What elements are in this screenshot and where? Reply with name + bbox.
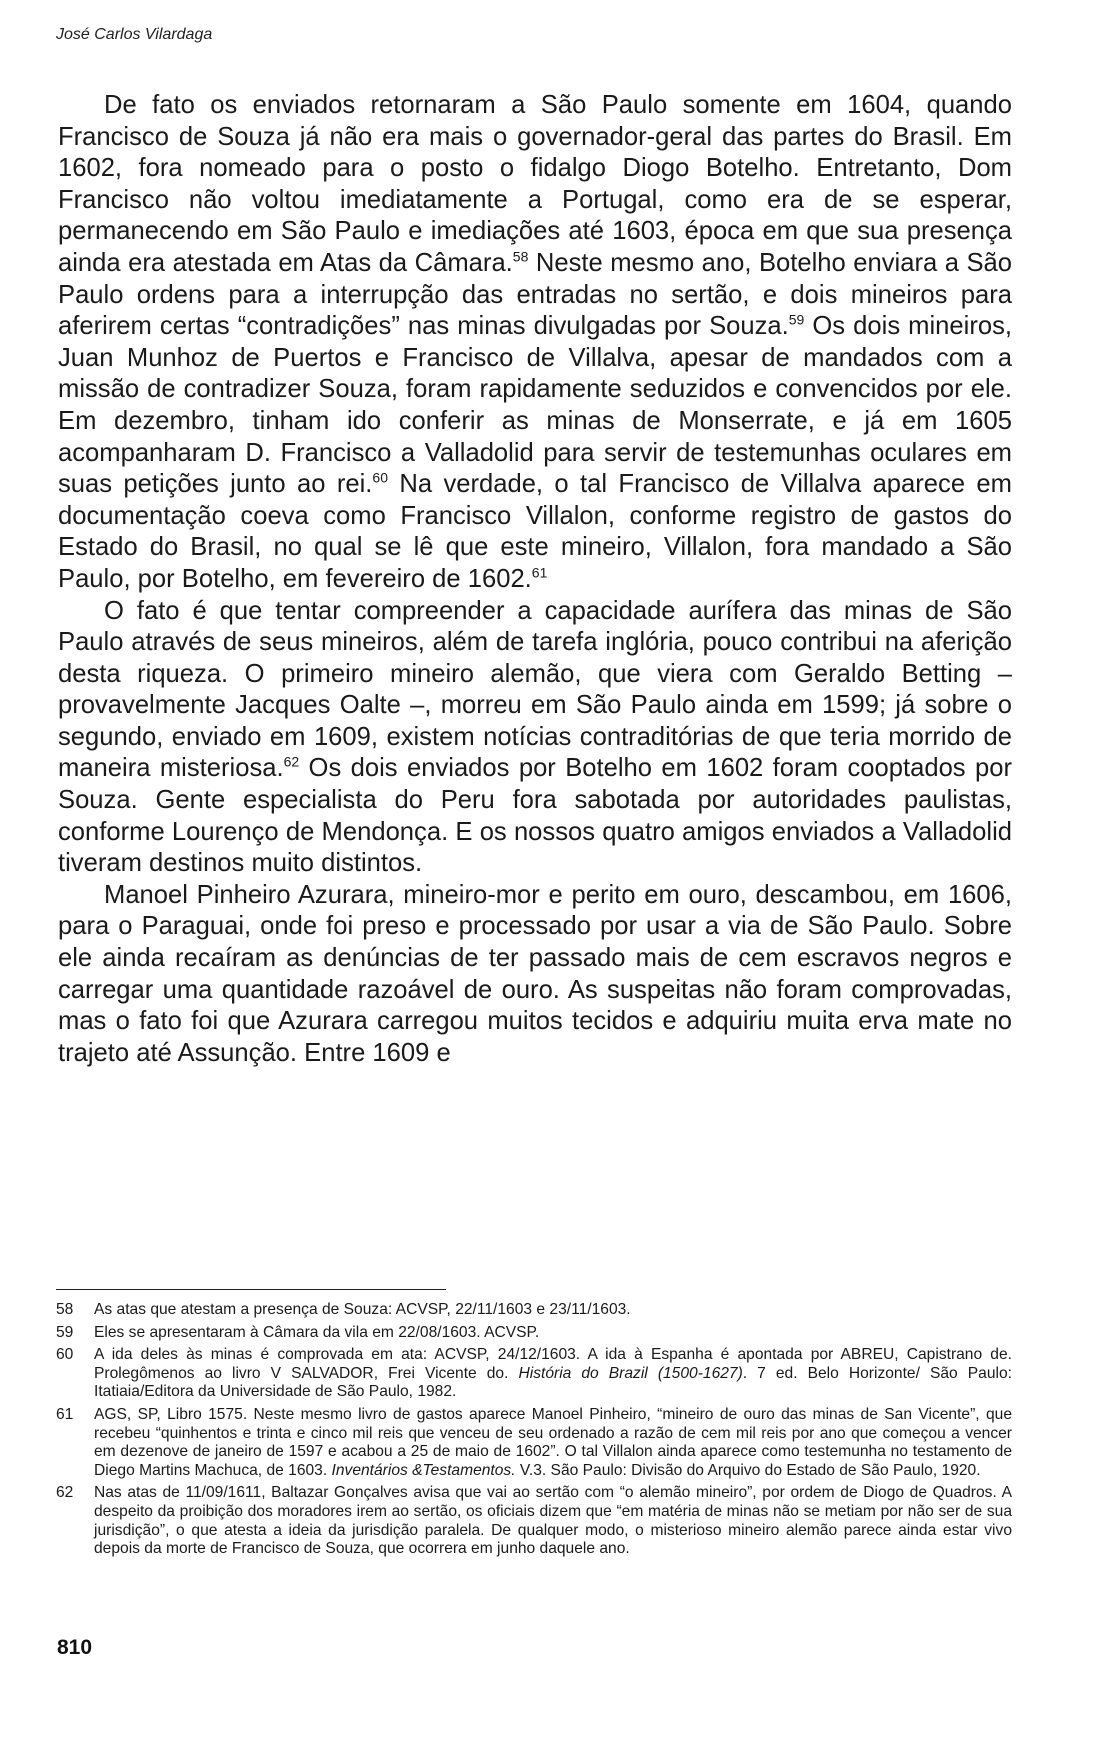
page-number: 810 bbox=[57, 1636, 93, 1659]
footnote bbox=[56, 1324, 1012, 1343]
footnote-separator-rule bbox=[56, 1289, 446, 1290]
footnote-text: Eles se apresentaram à Câmara da vila em 22/08/1603. ACVSP. bbox=[94, 1323, 540, 1341]
running-head-author: José Carlos Vilardaga bbox=[56, 26, 213, 43]
italic-title: Inventários &Testamentos. bbox=[331, 1461, 516, 1479]
footnote-ref: 59 bbox=[788, 311, 805, 328]
paragraph: Manoel Pinheiro Azurara, mineiro-mor e perito em ouro, descambou, em 1606, para o Paraguai, onde foi preso e processado por usar a via de São Paulo. Sobre ele ainda recaíram as denúncias de ter passado mais de cem escravos negros e carregar uma quantidade razoável de ouro. As suspeitas não foram comprovadas, mas o fato foi que Azurara carregou muitos tecidos e adquiriu muita erva mate no trajeto até Assunção. Entre 1609 e bbox=[58, 880, 1012, 1067]
footnote-text: A ida deles às minas é comprovada em ata: ACVSP, 24/12/1603. A ida à Espanha é apontada por ABREU, Capistrano de. Prolegômenos ao livro V SALVADOR, Frei Vicente do. História do Brazil (1500-1627). 7 ed. Belo Horizonte/ São Paulo: Itatiaia/Editora da Universidade de São Paulo, 1982. bbox=[94, 1346, 1012, 1401]
footnote-number: 60 bbox=[56, 1346, 74, 1364]
footnote-number: 59 bbox=[56, 1323, 74, 1341]
footnote-text: As atas que atestam a presença de Souza: ACVSP, 22/11/1603 e 23/11/1603. bbox=[94, 1301, 631, 1318]
italic-title: História do Brazil (1500-1627) bbox=[518, 1364, 743, 1382]
footnote-number: 62 bbox=[56, 1484, 74, 1502]
footnote-number: 61 bbox=[56, 1405, 74, 1423]
paragraph: O fato é que tentar compreender a capacidade aurífera das minas de São Paulo através de seus mineiros, além de tarefa inglória, pouco contribui na aferição desta riqueza. O primeiro mineiro alemão, que viera com Geraldo Betting – provavelmente Jacques Oalte –, morreu em São Paulo ainda em 1599; já sobre o segundo, enviado em 1609, existem notícias contraditórias de que teria morrido de maneira misteriosa.$^{62}$ Os dois enviados por Botelho em 1602 foram cooptados por Souza. Gente especialista do Peru fora sabotada por autoridades paulistas, conforme Lourenço de Mendonça. E os nossos quatro amigos enviados a Valladolid tiveram destinos muito distintos. bbox=[58, 596, 1012, 878]
paragraph: De fato os enviados retornaram a São Paulo somente em 1604, quando Francisco de Souza já não era mais o governador-geral das partes do Brasil. Em 1602, fora nomeado para o posto o fidalgo Diogo Botelho. Entretanto, Dom Francisco não voltou imediatamente a Portugal, como era de se esperar, permanecendo em São Paulo e imediações até 1603, época em que sua presença ainda era atestada em Atas da Câmara.$^{58}$ Neste mesmo ano, Botelho enviara a São Paulo ordens para a interrupção das entradas no sertão, e dois mineiros para aferirem certas “contradições” nas minas divulgadas por Souza.$^{59}$ Os dois mineiros, Juan Munhoz de Puertos e Francisco de Villalva, apesar de mandados com a missão de contradizer Souza, foram rapidamente seduzidos e convencidos por ele. Em dezembro, tinham ido conferir as minas de Monserrate, e já em 1605 acompanharam D. Francisco a Valladolid para servir de testemunhas oculares em suas petições junto ao rei.$^{60}$ Na verdade, o tal Francisco de Villalva aparece em documentação coeva como Francisco Villalon, conforme registro de gastos do Estado do Brasil, no qual se lê que este mineiro, Villalon, fora mandado a São Paulo, por Botelho, em fevereiro de 1602.61 bbox=[58, 91, 1012, 593]
main-text bbox=[58, 90, 1012, 1069]
footnote-ref: 60 bbox=[372, 469, 388, 486]
footnote-ref: 61 bbox=[531, 564, 548, 581]
footnote bbox=[56, 1484, 1012, 1558]
footnote bbox=[56, 1301, 1012, 1320]
footnote-number: 58 bbox=[56, 1301, 74, 1318]
footnote bbox=[56, 1406, 1012, 1480]
footnote-ref: 62 bbox=[283, 753, 300, 770]
footnote-text: AGS, SP, Libro 1575. Neste mesmo livro de gastos aparece Manoel Pinheiro, “mineiro de ouro das minas de San Vicente”, que recebeu “quinhentos e trinta e cinco mil reis que venceu de seu ordenado a razão de cem mil reis por ano que começou a vencer em dezenove de janeiro de 1597 e acabou a 25 de maio de 1602”. O tal Villalon ainda aparece como testemunha no testamento de Diego Martins Machuca, de 1603. Inventários &Testamentos. V.3. São Paulo: Divisão do Arquivo do Estado de São Paulo, 1920. bbox=[94, 1405, 1012, 1479]
footnote bbox=[56, 1346, 1012, 1402]
footnote-text: Nas atas de 11/09/1611, Baltazar Gonçalves avisa que vai ao sertão com “o alemão mineiro”, por ordem de Diogo de Quadros. A despeito da proibição dos moradores irem ao sertão, os oficiais dizem que “em matéria de minas não se metiam por não ser de sua jurisdição”, o que atesta a ideia da jurisdição paralela. De qualquer modo, o misterioso mineiro alemão parece ainda estar vivo depois da morte de Francisco de Souza, que ocorrera em junho daquele ano. bbox=[94, 1484, 1012, 1558]
footnote-ref: 58 bbox=[512, 248, 529, 265]
footnotes bbox=[56, 1301, 1012, 1563]
